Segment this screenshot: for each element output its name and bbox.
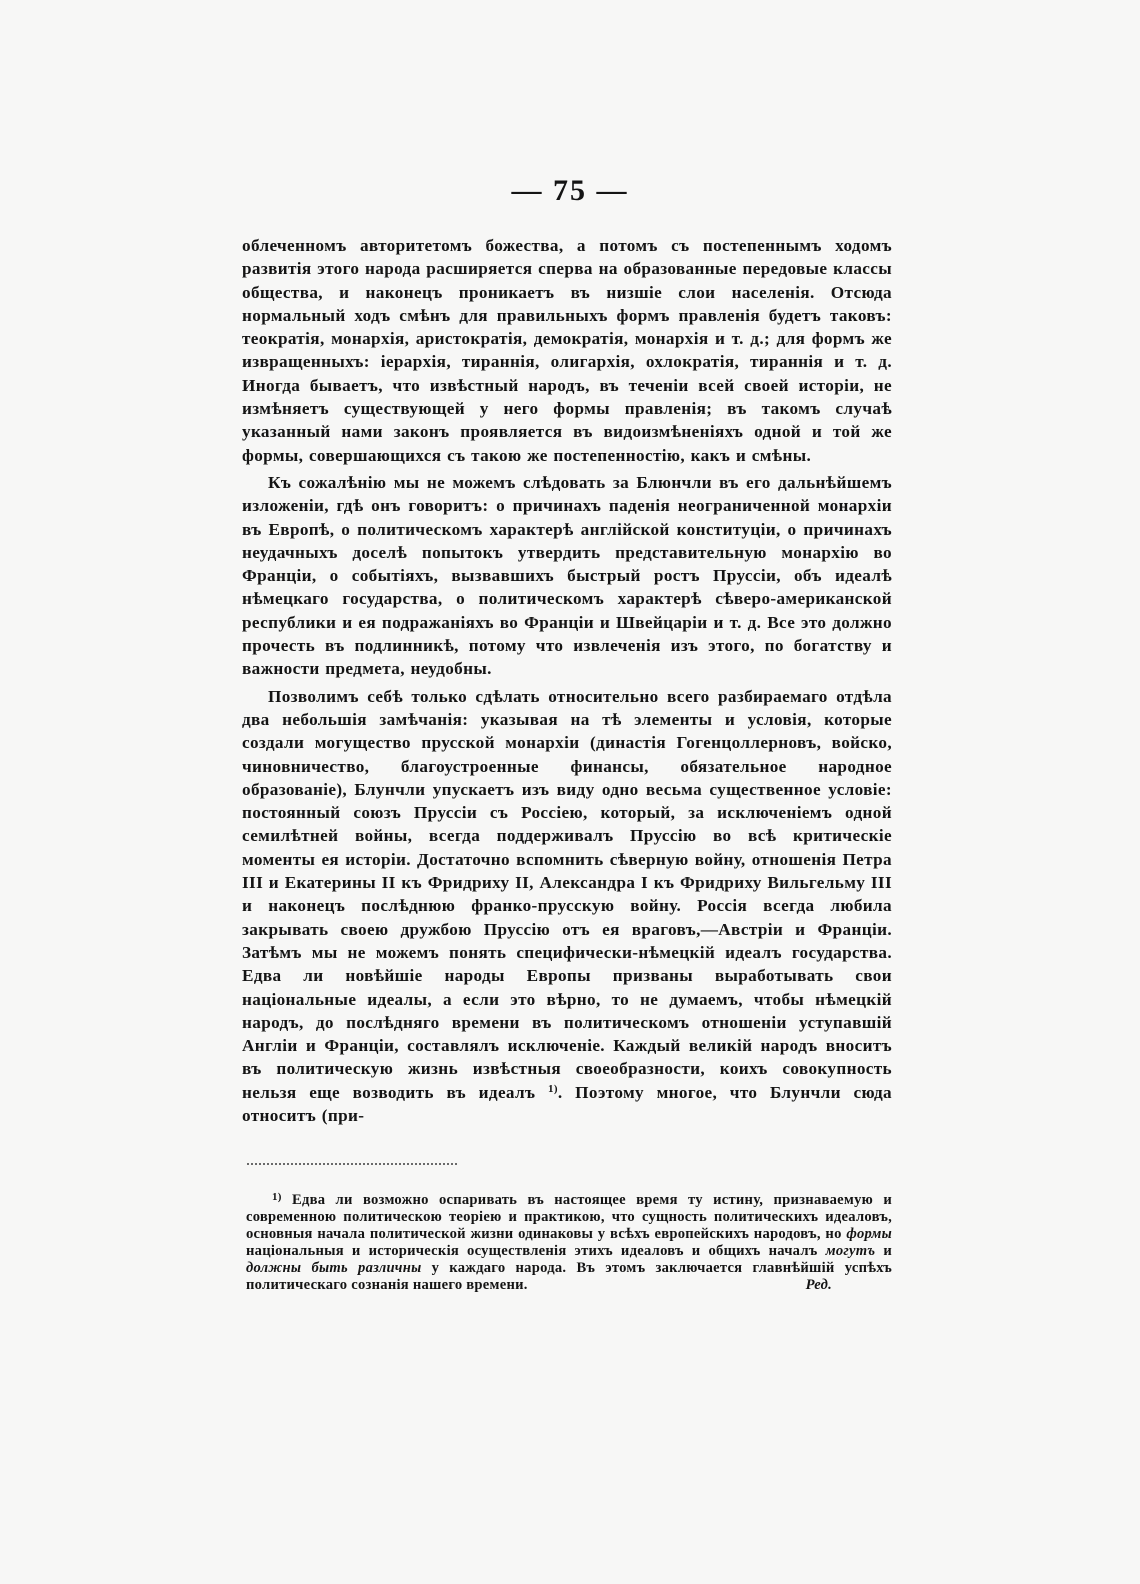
- main-text: [242, 234, 892, 1127]
- footnote-reference[interactable]: 1): [548, 1082, 558, 1095]
- footnote-text-3: и: [883, 1243, 892, 1260]
- paragraph-3: [242, 685, 892, 1128]
- footnote: [246, 1189, 892, 1295]
- editor-signature: Ред.: [805, 1277, 832, 1294]
- paragraph-1: облеченномъ авторитетомъ божества, а потомъ съ постепеннымъ ходомъ развитія этого народа расширяется сперва на образованные передовые классы общества, и наконецъ проникаетъ въ низшіе слои населенія. Отсюда нормальный ходъ смѣнъ для правильныхъ формъ правленія будетъ таковъ: теократія, монархія, аристократія, демократія, монархія и т. д.; для формъ же извращенныхъ: іерархія, тираннія, олигархія, охлократія, тираннія и т. д. Иногда бываетъ, что извѣстный народъ, въ теченіи всей своей исторіи, не измѣняетъ существующей у него формы правленія; въ такомъ случаѣ указанный нами законъ проявляется въ видоизмѣненіяхъ одной и той же формы, совершающихся съ такою же постепенностію, какъ и смѣны.: [242, 236, 892, 465]
- footnote-separator: [247, 1163, 457, 1165]
- page-number: — 75 —: [511, 174, 629, 207]
- footnote-mark: 1): [272, 1191, 282, 1203]
- footnote-text-4: у каждаго народа. Въ этомъ заключается главнѣйшій успѣхъ политическаго сознанія нашего времени.: [246, 1260, 892, 1294]
- paragraph-3-text: Позволимъ себѣ только сдѣлать относительно всего разбираемаго отдѣла два небольшія замѣчанія: указывая на тѣ элементы и условія, которые создали могущество прусской монархіи (династія Гогенцоллерновъ, войско, чиновничество, благоустроенные финансы, обязательное народное образованіе), Блунчли упускаетъ изъ виду одно весьма существенное условіе: постоянный союзъ Пруссіи съ Россіею, который, за исключеніемъ одной семилѣтней войны, всегда поддерживалъ Пруссію во всѣ критическіе моменты ея исторіи. Достаточно вспомнить сѣверную войну, отношенія Петра III и Екатерины II къ Фридриху II, Александра I къ Фридриху Вильгельму III и наконецъ послѣднюю франко-прусскую войну. Россія всегда любила закрывать своею дружбою Пруссію отъ ея враговъ,—Австріи и Франціи. Затѣмъ мы не можемъ понять специфически-нѣмецкій идеалъ государства. Едва ли новѣйшіе народы Европы призваны выработывать свои національные идеалы, а если это вѣрно, то не думаемъ, чтобы нѣмецкій народъ, до послѣдняго времени въ политическомъ отношеніи уступавшій Англіи и Франціи, составлялъ исключеніе. Каждый великій народъ вноситъ въ политическую жизнь извѣстныя своеобразности, коихъ совокупность нельзя еще возводить въ идеалъ: [242, 686, 892, 1102]
- footnote-emphasis-must-differ: должны быть различны: [246, 1260, 422, 1277]
- footnote-emphasis-forms: формы: [846, 1226, 892, 1243]
- footnote-text-2: національныя и историческія осуществленія этихъ идеаловъ и общихъ началъ: [246, 1243, 818, 1260]
- footnote-emphasis-can: могутъ: [825, 1243, 876, 1260]
- footnote-text-1: Едва ли возможно оспаривать въ настоящее время ту истину, признаваемую и современною политическою теоріею и практикою, что сущность политическихъ идеаловъ, основныя начала политической жизни одинаковы у всѣхъ европейскихъ народовъ, но: [246, 1192, 892, 1243]
- paragraph-3-continuation: . Поэтому многое, что Блунчли сюда относитъ (при-: [242, 1082, 892, 1125]
- paragraph-2: Къ сожалѣнію мы не можемъ слѣдовать за Блюнчли въ его дальнѣйшемъ изложеніи, гдѣ онъ говоритъ: о причинахъ паденія неограниченной монархіи въ Европѣ, о политическомъ характерѣ англійской конституціи, о причинахъ неудачныхъ доселѣ попытокъ утвердить представительную монархію во Франціи, о событіяхъ, вызвавшихъ быстрый ростъ Пруссіи, объ идеалѣ нѣмецкаго государства, о политическомъ характерѣ сѣверо-американской республики и ея подражаніяхъ во Франціи и Швейцаріи и т. д. Все это должно прочесть въ подлинникѣ, потому что извлеченія изъ этого, по богатству и важности предмета, неудобны.: [242, 472, 892, 679]
